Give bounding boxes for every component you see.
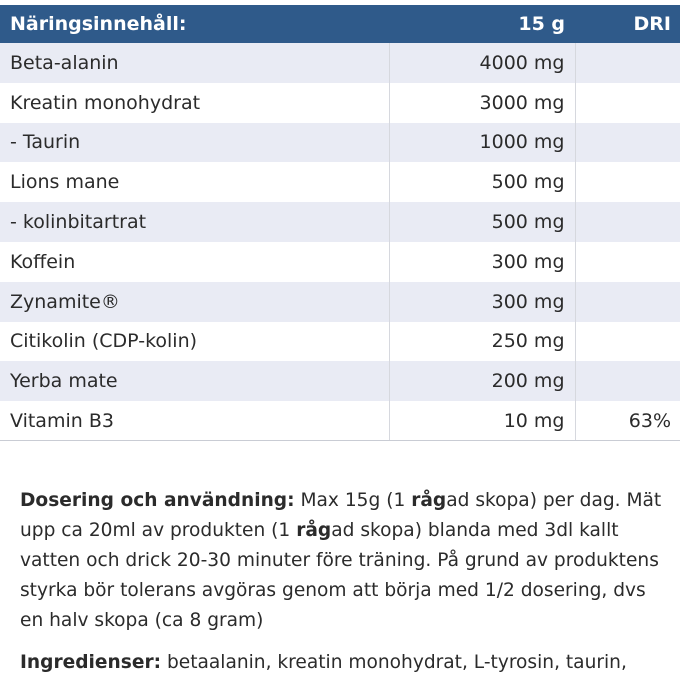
dosage-text-3: ad skopa) blanda med 3dl kallt vatten och drick 20-30 minuter före träning. På grund av produktens styrka bör tolerans avgöras genom att börja med 1/2 dosering, dvs en halv skopa (ca 8 gram) [20,520,659,631]
table-row [0,43,680,83]
nutrient-dri [575,202,680,242]
nutrient-dri [575,242,680,282]
nutrient-amount: 500 mg [389,202,575,242]
table-row [0,361,680,401]
nutrient-dri [575,123,680,163]
dosage-paragraph [20,486,670,636]
dosage-text-2: ad skopa) per dag. Mät upp ca 20ml av produkten (1 [20,490,662,541]
nutrient-amount: 10 mg [389,401,575,441]
nutrient-name: Vitamin B3 [0,401,389,441]
nutrient-name: - Taurin [0,123,389,163]
nutrient-name: Citikolin (CDP-kolin) [0,322,389,362]
nutrient-name: Koffein [0,242,389,282]
header-nutrition-content: Näringsinnehåll: [10,13,187,35]
nutrient-dri [575,282,680,322]
nutrient-dri [575,162,680,202]
dosage-label: Dosering och användning: [20,490,295,511]
nutrient-name: Lions mane [0,162,389,202]
ingredients-label: Ingredienser: [20,652,162,673]
table-row [0,123,680,163]
nutrient-name: Kreatin monohydrat [0,83,389,123]
header-dri: DRI [633,13,671,35]
table-row [0,242,680,282]
header-serving-size: 15 g [518,13,565,35]
nutrient-dri: 63% [575,401,680,441]
nutrient-amount: 250 mg [389,322,575,362]
ingredients-text: betaalanin, kreatin monohydrat, L-tyrosin, taurin, [161,652,627,673]
nutrient-amount: 3000 mg [389,83,575,123]
nutrient-amount: 300 mg [389,242,575,282]
dosage-text-1: Max 15g (1 [294,490,412,511]
dosage-bold-2: råg [296,520,332,541]
nutrient-amount: 500 mg [389,162,575,202]
nutrient-amount: 200 mg [389,361,575,401]
nutrition-table [0,5,680,441]
table-row [0,202,680,242]
table-row [0,83,680,123]
nutrient-name: Beta-alanin [0,43,389,83]
nutrient-name: Zynamite® [0,282,389,322]
nutrient-dri [575,361,680,401]
dosage-bold-1: råg [411,490,447,511]
nutrient-amount: 300 mg [389,282,575,322]
table-row [0,162,680,202]
nutrient-name: Yerba mate [0,361,389,401]
table-row [0,282,680,322]
nutrition-header-row [0,5,680,43]
nutrient-dri [575,322,680,362]
nutrient-dri [575,43,680,83]
nutrient-name: - kolinbitartrat [0,202,389,242]
nutrient-amount: 4000 mg [389,43,575,83]
nutrient-dri [575,83,680,123]
table-row [0,401,680,441]
ingredients-paragraph [20,648,670,678]
nutrient-amount: 1000 mg [389,123,575,163]
table-row [0,322,680,362]
